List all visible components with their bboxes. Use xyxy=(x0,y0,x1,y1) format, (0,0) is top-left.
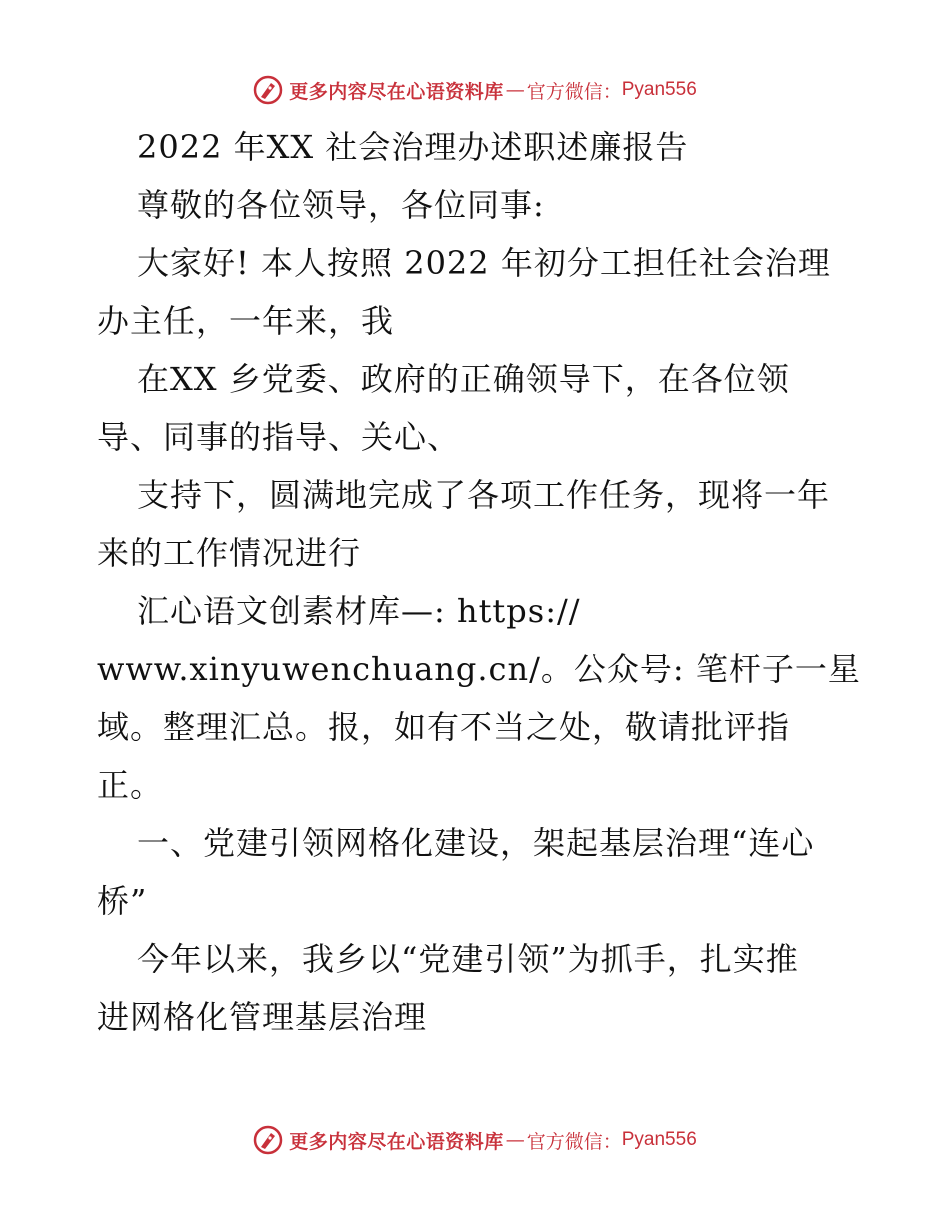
paragraph-line: www.xinyuwenchuang.cn/。公众号: 笔杆子一星 xyxy=(97,650,861,688)
footer-watermark-banner xyxy=(0,1120,950,1160)
pen-nib-icon xyxy=(253,75,283,105)
banner-text: 更多内容尽在心语资料库 xyxy=(289,1130,504,1153)
section-heading-continued: 桥” xyxy=(97,882,148,920)
paragraph-line: 域。整理汇总。报，如有不当之处，敬请批评指 xyxy=(97,708,791,746)
pen-nib-icon xyxy=(253,1125,283,1155)
header-watermark-banner xyxy=(0,70,950,110)
paragraph-line: 来的工作情况进行 xyxy=(97,534,362,572)
paragraph-line: 在XX 乡党委、政府的正确领导下，在各位领 xyxy=(137,360,790,398)
paragraph-line: 大家好! 本人按照 2022 年初分工担任社会治理 xyxy=(137,244,831,282)
paragraph-line: 正。 xyxy=(97,766,164,804)
banner-separator: — xyxy=(505,1129,525,1151)
banner-official-label: 官方微信： xyxy=(526,80,622,103)
paragraph-line: 导、同事的指导、关心、 xyxy=(97,418,461,456)
banner-official-label: 官方微信： xyxy=(526,1130,622,1153)
banner-separator: — xyxy=(505,79,525,101)
paragraph-line: 支持下，圆满地完成了各项工作任务，现将一年 xyxy=(137,476,831,514)
paragraph-line: 汇心语文创素材库—: https:// xyxy=(137,592,581,630)
paragraph-line: 今年以来，我乡以“党建引领”为抓手，扎实推 xyxy=(137,940,799,978)
salutation: 尊敬的各位领导，各位同事: xyxy=(137,186,545,224)
banner-text: 更多内容尽在心语资料库 xyxy=(289,80,504,103)
banner-wechat-id: Pyan556 xyxy=(621,1129,697,1150)
paragraph-line: 办主任，一年来，我 xyxy=(97,302,395,340)
section-heading: 一、党建引领网格化建设，架起基层治理“连心 xyxy=(137,824,815,862)
document-title: 2022 年XX 社会治理办述职述廉报告 xyxy=(137,128,689,166)
banner-wechat-id: Pyan556 xyxy=(621,79,697,100)
document-body xyxy=(97,118,861,1046)
paragraph-line: 进网格化管理基层治理 xyxy=(97,998,428,1036)
